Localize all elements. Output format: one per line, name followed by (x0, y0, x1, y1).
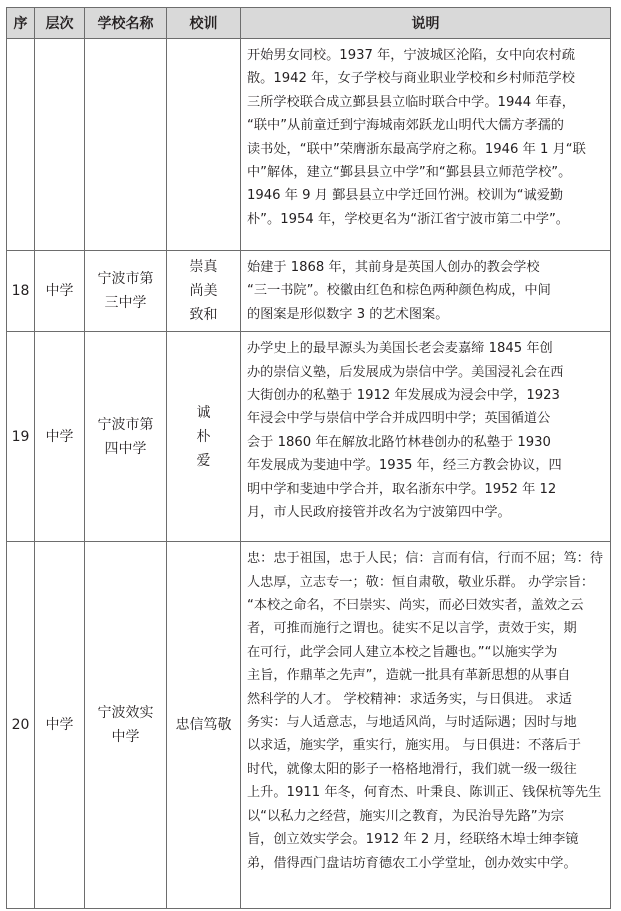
row-motto (167, 251, 241, 332)
desc-line: 年发展成为斐迪中学。1935 年，经三方教会协议，四 (247, 458, 562, 474)
school-name-line: 宁波市第 (97, 271, 154, 288)
header-no: 序 (7, 8, 35, 39)
row-school-name (85, 542, 167, 909)
desc-line: 朴”。1954 年，学校更名为“浙江省宁波市第二中学”。 (247, 211, 569, 227)
desc-line: 月，市人民政府接管并改名为宁波第四中学。 (247, 505, 511, 521)
row-motto (167, 39, 241, 251)
desc-line: 三所学校联合成立鄞县县立临时联合中学。1944 年春， (247, 94, 575, 110)
header-motto: 校训 (167, 8, 241, 39)
desc-line: “三一书院”。校徽由红色和棕色两种颜色构成，中间 (247, 283, 551, 299)
row-description (241, 251, 611, 332)
school-name-line: 宁波效实 (97, 705, 154, 722)
row-school-name (85, 39, 167, 251)
header-level: 层次 (35, 8, 85, 39)
row-description (241, 542, 611, 909)
table-header-row (7, 8, 611, 39)
row-no: 19 (7, 332, 35, 542)
row-motto (167, 542, 241, 909)
desc-line: 以求适，施实学，重实行，施实用。 与日俱进：不落后于 (247, 738, 581, 754)
desc-line: 者，可推而施行之谓也。徒实不足以言学，责效于实，期 (247, 621, 577, 637)
desc-line: 1946 年 9 月 鄞县县立中学迁回竹洲。校训为“诚爱勤 (247, 188, 564, 204)
desc-line: 上升。1911 年冬，何育杰、叶秉良、陈训正、钱保杭等先生 (247, 785, 602, 801)
table-row (7, 251, 611, 332)
table-row (7, 542, 611, 909)
desc-line: 然科学的人才。 学校精神：求适务实，与日俱进。 求适 (247, 691, 572, 707)
school-name-line: 宁波市第 (97, 416, 154, 433)
desc-line: 在可行，此学会同人建立本校之旨趣也。”“以施实学为 (247, 644, 558, 660)
header-school-name: 学校名称 (85, 8, 167, 39)
row-description (241, 332, 611, 542)
desc-line: 弟，借得西门盘诘坊育德农工小学堂址，创办效实中学。 (247, 855, 577, 871)
desc-line: 始建于 1868 年，其前身是英国人创办的教会学校 (247, 260, 540, 275)
desc-line: 的图案是形似数字 3 的艺术图案。 (247, 306, 449, 322)
school-table-page (6, 7, 610, 909)
desc-line: 办的崇信义塾，后发展成为崇信中学。美国浸礼会在西 (247, 364, 564, 380)
school-name-line: 三中学 (104, 295, 147, 312)
desc-line: “联中”从前童迁到宁海城南郊跃龙山明代大儒方孝孺的 (247, 118, 564, 134)
motto-line: 忠信笃敬 (175, 717, 232, 734)
desc-line: 主旨，作鼎革之先声”，造就一批具有革新思想的从事自 (247, 668, 571, 684)
desc-line: 散。1942 年，女子学校与商业职业学校和乡村师范学校 (247, 71, 575, 87)
desc-line: 时代，就像太阳的影子一格格地滑行，我们就一级一级往 (247, 761, 577, 777)
desc-line: 旨，创立效实学会。1912 年 2 月，经联络木埠士绅李镜 (247, 832, 579, 848)
desc-line: 会于 1860 年在解放北路竹林巷创办的私塾于 1930 (247, 434, 551, 450)
desc-line: 人忠厚，立志专一；敬：恒自肃敬，敬业乐群。 办学宗旨： (247, 574, 595, 590)
row-level: 中学 (35, 542, 85, 909)
table-row (7, 332, 611, 542)
motto-line: 致和 (189, 307, 218, 324)
row-description (241, 39, 611, 251)
row-school-name (85, 332, 167, 542)
motto-line: 诚 (196, 404, 211, 421)
desc-line: 务实：与人适意志，与地适风尚，与时适际遇；因时与地 (247, 715, 577, 731)
desc-line: 年浸会中学与崇信中学合并成四明中学；英国循道公 (247, 411, 551, 427)
desc-line: 开始男女同校。1937 年，宁波城区沦陷，女中向农村疏 (247, 48, 575, 63)
row-level: 中学 (35, 332, 85, 542)
motto-line: 崇真 (189, 259, 218, 276)
row-no: 18 (7, 251, 35, 332)
motto-line: 朴 (196, 428, 211, 445)
row-no (7, 39, 35, 251)
table-row (7, 39, 611, 251)
desc-line: 以“以私力之经营，施实川之教育，为民治导先路”为宗 (247, 808, 564, 824)
motto-line: 尚美 (189, 283, 218, 300)
school-name-line: 四中学 (104, 440, 147, 457)
row-motto (167, 332, 241, 542)
desc-line: “本校之命名，不曰崇实、尚实，而必曰效实者，盖效之云 (247, 598, 584, 614)
desc-line: 大街创办的私塾于 1912 年发展成为浸会中学，1923 (247, 388, 560, 404)
desc-line: 忠：忠于祖国，忠于人民；信：言而有信，行而不屈；笃：待 (247, 551, 604, 567)
row-school-name (85, 251, 167, 332)
header-description: 说明 (241, 8, 611, 39)
row-level: 中学 (35, 251, 85, 332)
motto-line: 爱 (196, 452, 211, 469)
school-name-line: 中学 (111, 729, 140, 746)
row-level (35, 39, 85, 251)
desc-line: 中”解体，建立“鄞县县立中学”和“鄞县县立师范学校”。 (247, 165, 572, 181)
school-table (6, 7, 611, 909)
desc-line: 读书处，“联中”荣膺浙东最高学府之称。1946 年 1 月“联 (247, 141, 586, 157)
desc-line: 明中学和斐迪中学合并，取名浙东中学。1952 年 12 (247, 481, 557, 497)
desc-line: 办学史上的最早源头为美国长老会麦嘉缔 1845 年创 (247, 341, 553, 357)
row-no: 20 (7, 542, 35, 909)
